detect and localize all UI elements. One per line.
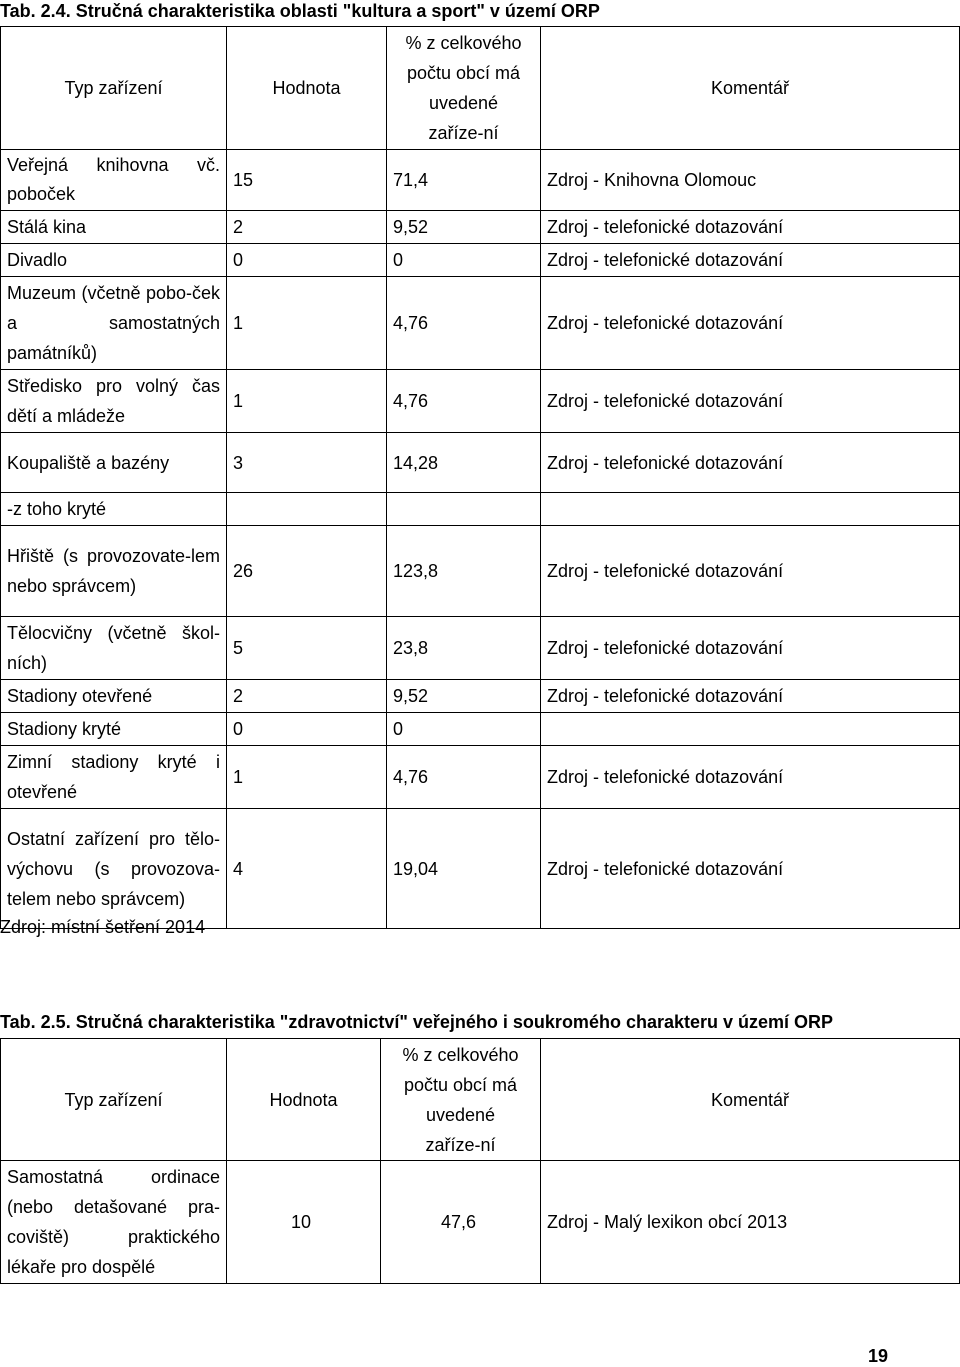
- cell-comment: Zdroj - telefonické dotazování: [541, 526, 960, 617]
- cell-value: 10: [227, 1161, 381, 1284]
- header-value: Hodnota: [227, 1039, 381, 1161]
- cell-type: Tělocvičny (včetně škol-ních): [1, 617, 227, 680]
- healthcare-table: [0, 1038, 960, 1284]
- table-header-row: [1, 27, 960, 150]
- cell-type: Samostatná ordinace (nebo detašované pra-coviště) praktického lékaře pro dospělé: [1, 1161, 227, 1284]
- table-row: [1, 277, 960, 370]
- cell-type: Ostatní zařízení pro tělo-výchovu (s provozova-telem nebo správcem): [1, 809, 227, 929]
- cell-type: Hřiště (s provozovate-lem nebo správcem): [1, 526, 227, 617]
- cell-value: 0: [227, 244, 387, 277]
- cell-percent: 4,76: [387, 746, 541, 809]
- header-value: Hodnota: [227, 27, 387, 150]
- cell-percent: 9,52: [387, 680, 541, 713]
- cell-percent: 4,76: [387, 277, 541, 370]
- cell-value: 26: [227, 526, 387, 617]
- table-row: [1, 370, 960, 433]
- table-row: [1, 433, 960, 493]
- cell-value: 1: [227, 370, 387, 433]
- cell-type: Stadiony kryté: [1, 713, 227, 746]
- cell-type: Divadlo: [1, 244, 227, 277]
- cell-comment: Zdroj - Malý lexikon obcí 2013: [541, 1161, 960, 1284]
- cell-percent: 71,4: [387, 150, 541, 211]
- cell-value: 4: [227, 809, 387, 929]
- cell-percent: 123,8: [387, 526, 541, 617]
- cell-value: 2: [227, 211, 387, 244]
- header-type: Typ zařízení: [1, 1039, 227, 1161]
- header-percent: % z celkového počtu obcí má uvedené zaříze-ní: [381, 1039, 541, 1161]
- cell-value: 5: [227, 617, 387, 680]
- cell-value: 2: [227, 680, 387, 713]
- table-header-row: [1, 1039, 960, 1161]
- cell-percent: 0: [387, 713, 541, 746]
- cell-comment: Zdroj - telefonické dotazování: [541, 746, 960, 809]
- cell-type: -z toho kryté: [1, 493, 227, 526]
- cell-type: Stadiony otevřené: [1, 680, 227, 713]
- table-row: [1, 809, 960, 929]
- table-caption-healthcare: Tab. 2.5. Stručná charakteristika "zdravotnictví" veřejného i soukromého charakteru v území ORP: [0, 1012, 834, 1032]
- table-row: [1, 746, 960, 809]
- cell-type: Muzeum (včetně pobo-ček a samostatných památníků): [1, 277, 227, 370]
- cell-type: Stálá kina: [1, 211, 227, 244]
- header-type: Typ zařízení: [1, 27, 227, 150]
- cell-percent: 0: [387, 244, 541, 277]
- cell-comment: [541, 493, 960, 526]
- cell-percent: 47,6: [381, 1161, 541, 1284]
- table-row: [1, 244, 960, 277]
- cell-comment: Zdroj - telefonické dotazování: [541, 680, 960, 713]
- header-comment: Komentář: [541, 27, 960, 150]
- cell-comment: Zdroj - telefonické dotazování: [541, 370, 960, 433]
- cell-comment: Zdroj - telefonické dotazování: [541, 617, 960, 680]
- cell-percent: 19,04: [387, 809, 541, 929]
- table-row: [1, 680, 960, 713]
- table-row: [1, 713, 960, 746]
- page-number: 19: [868, 1346, 889, 1366]
- cell-percent: [387, 493, 541, 526]
- cell-value: 1: [227, 746, 387, 809]
- cell-comment: Zdroj - telefonické dotazování: [541, 211, 960, 244]
- cell-comment: Zdroj - telefonické dotazování: [541, 809, 960, 929]
- cell-comment: Zdroj - telefonické dotazování: [541, 277, 960, 370]
- cell-comment: Zdroj - telefonické dotazování: [541, 244, 960, 277]
- table-row: [1, 150, 960, 211]
- cell-value: 0: [227, 713, 387, 746]
- cell-value: 15: [227, 150, 387, 211]
- table-row: [1, 1161, 960, 1284]
- cell-comment: Zdroj - telefonické dotazování: [541, 433, 960, 493]
- table-row: [1, 617, 960, 680]
- cell-comment: Zdroj - Knihovna Olomouc: [541, 150, 960, 211]
- cell-percent: 4,76: [387, 370, 541, 433]
- header-comment: Komentář: [541, 1039, 960, 1161]
- cell-percent: 9,52: [387, 211, 541, 244]
- cell-type: Veřejná knihovna vč. poboček: [1, 150, 227, 211]
- cell-value: 3: [227, 433, 387, 493]
- culture-sport-table: [0, 26, 960, 929]
- table-caption-culture-sport: Tab. 2.4. Stručná charakteristika oblasti "kultura a sport" v území ORP: [0, 1, 600, 21]
- cell-percent: 23,8: [387, 617, 541, 680]
- cell-type: Středisko pro volný čas dětí a mládeže: [1, 370, 227, 433]
- table-row: [1, 211, 960, 244]
- cell-value: 1: [227, 277, 387, 370]
- cell-comment: [541, 713, 960, 746]
- table-row: [1, 526, 960, 617]
- table-row: [1, 493, 960, 526]
- cell-percent: 14,28: [387, 433, 541, 493]
- cell-type: Koupaliště a bazény: [1, 433, 227, 493]
- table-source-note: Zdroj: místní šetření 2014: [0, 917, 206, 937]
- cell-value: [227, 493, 387, 526]
- cell-type: Zimní stadiony kryté i otevřené: [1, 746, 227, 809]
- header-percent: % z celkového počtu obcí má uvedené zaříze-ní: [387, 27, 541, 150]
